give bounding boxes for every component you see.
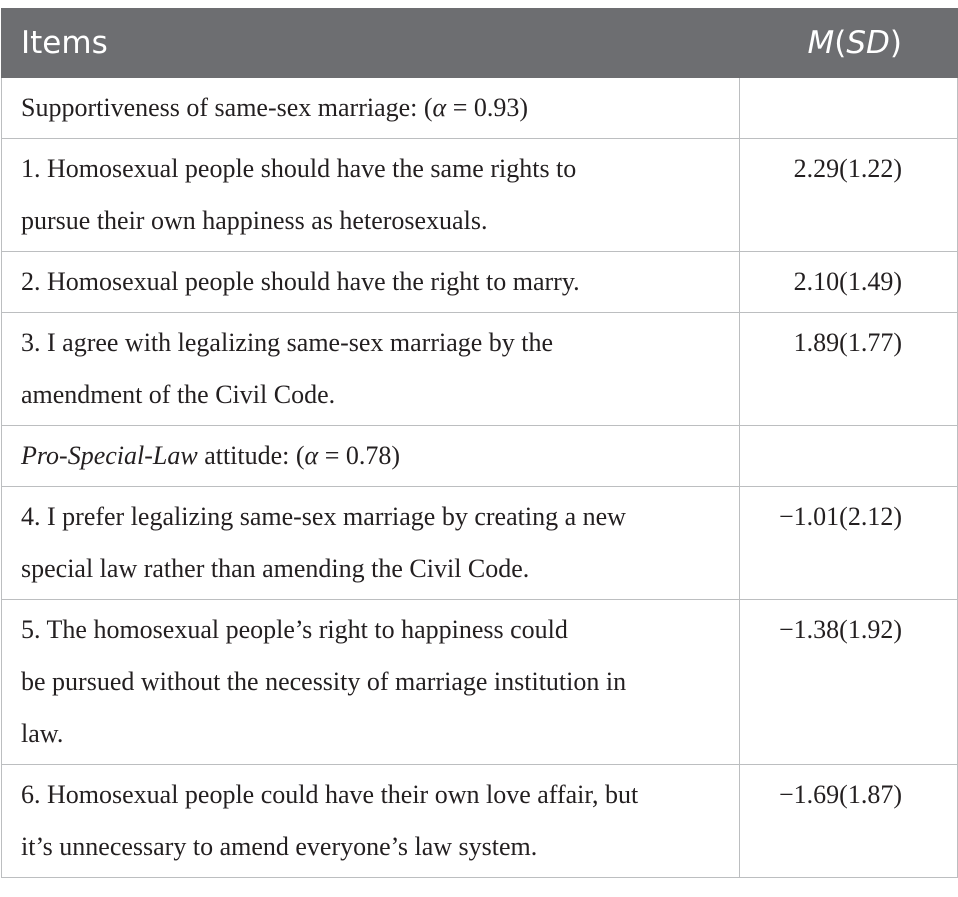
table-row [2,313,958,426]
table-row [2,765,958,878]
table-row [2,600,958,765]
header-mean-sd [740,9,958,78]
statistics-table [1,8,958,878]
table-row [2,487,958,600]
header-open-paren: ( [834,25,847,61]
item-text [2,139,740,252]
section-value-empty [740,426,958,487]
header-row [2,9,958,78]
item-line: 3. I agree with legalizing same-sex marriage by the [21,328,554,357]
section-value-empty [740,78,958,139]
item-line: it’s unnecessary to amend everyone’s law system. [21,832,538,861]
section1-alpha: α [432,93,447,122]
item-line: law. [21,719,64,748]
item-line: 4. I prefer legalizing same-sex marriage by creating a new [21,502,626,531]
item-text [2,765,740,878]
item-value: 2.10(1.49) [740,252,958,313]
item-value: −1.69(1.87) [740,765,958,878]
header-close-paren: ) [889,25,902,61]
section2-alpha-value: = 0.78) [318,441,401,470]
section-row [2,78,958,139]
item-line: 6. Homosexual people could have their own love affair, but [21,780,639,809]
item-text [2,252,740,313]
section-title-supportiveness [2,78,740,139]
item-line: special law rather than amending the Civil Code. [21,554,530,583]
header-sd: SD [846,25,890,61]
item-line: be pursued without the necessity of marriage institution in [21,667,627,696]
item-value: 2.29(1.22) [740,139,958,252]
section-row [2,426,958,487]
item-line: pursue their own happiness as heterosexuals. [21,206,488,235]
item-line: 1. Homosexual people should have the same rights to [21,154,577,183]
item-line: 5. The homosexual people’s right to happiness could [21,615,568,644]
header-m: M [807,25,835,61]
table-row [2,252,958,313]
section2-italic-label: Pro-Special-Law [21,441,198,470]
section1-alpha-value: = 0.93) [446,93,529,122]
section-title-pro-special-law [2,426,740,487]
section2-alpha: α [304,441,319,470]
item-line: amendment of the Civil Code. [21,380,336,409]
item-text [2,313,740,426]
item-value: −1.01(2.12) [740,487,958,600]
item-value: −1.38(1.92) [740,600,958,765]
table-row [2,139,958,252]
item-line: 2. Homosexual people should have the right to marry. [21,267,580,296]
section1-label: Supportiveness of same-sex marriage: ( [21,93,433,122]
section2-label: attitude: ( [197,441,305,470]
header-items: Items [2,9,740,78]
item-value: 1.89(1.77) [740,313,958,426]
item-text [2,487,740,600]
item-text [2,600,740,765]
